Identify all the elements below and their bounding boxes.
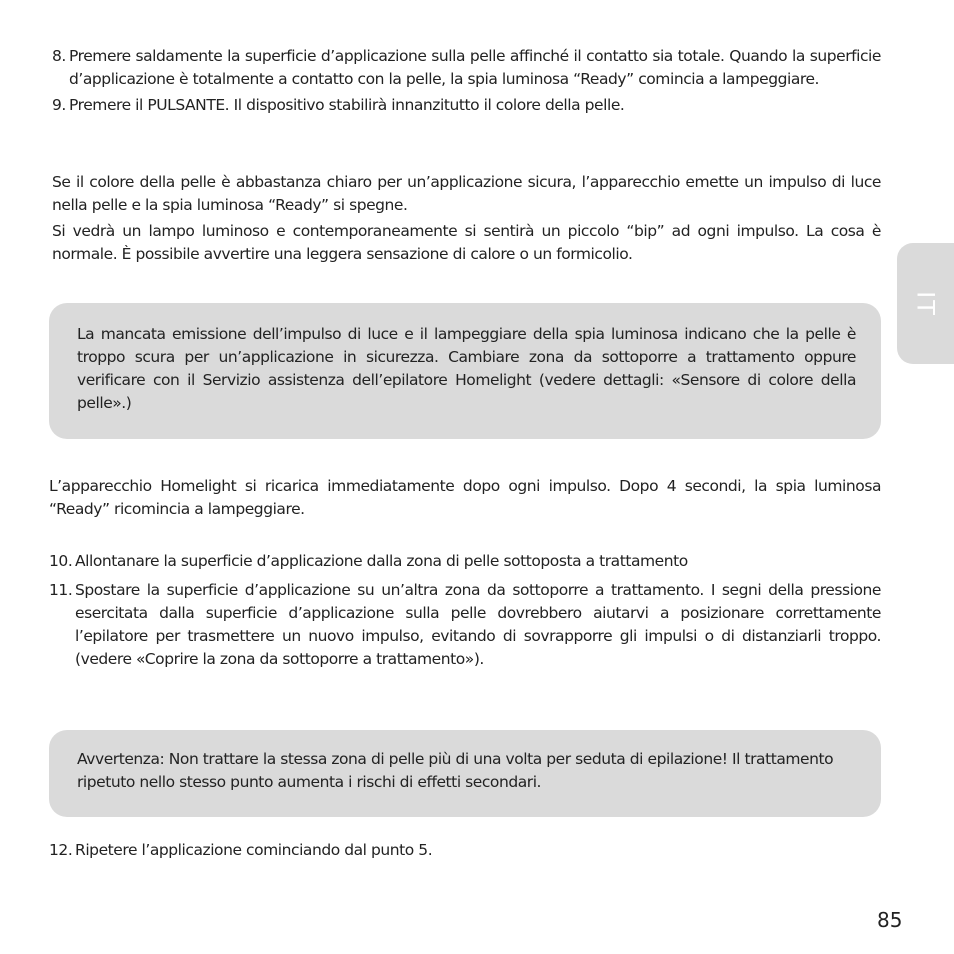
step-8 xyxy=(52,45,881,91)
step-number: 8. xyxy=(52,47,66,65)
step-number: 11. xyxy=(49,581,73,599)
paragraph-light-emission: Se il colore della pelle è abbastanza chiaro per un’applicazione sicura, l’apparecchio emette un impulso di luce nella pelle e la spia luminosa “Ready” si spegne. xyxy=(52,173,881,214)
step-9 xyxy=(52,94,881,117)
step-number: 9. xyxy=(52,96,66,114)
note-box-skin-too-dark xyxy=(49,303,881,439)
warning-text: Avvertenza: Non trattare la stessa zona di pelle più di una volta per seduta di epilazione! Il trattamento ripetuto nello stesso punto aumenta i rischi di effetti secondari. xyxy=(77,750,834,791)
paragraph-flash-beep: Si vedrà un lampo luminoso e contemporaneamente si sentirà un piccolo “bip” ad ogni impulso. La cosa è normale. È possibile avvertire una leggera sensazione di calore o un formicolio. xyxy=(52,222,881,263)
steps-middle xyxy=(49,550,881,671)
step-11 xyxy=(49,579,881,671)
step-text: Allontanare la superficie d’applicazione dalla zona di pelle sottoposta a trattamento xyxy=(75,552,688,570)
step-number: 12. xyxy=(49,841,73,859)
note-text: La mancata emissione dell’impulso di luce e il lampeggiare della spia luminosa indicano che la pelle è troppo scura per un’applicazione in sicurezza. Cambiare zona da sottoporre a trattamento oppure verificare con il Servizio assistenza dell’epilatore Homelight (vedere dettagli: «Sensore di colore della pelle».) xyxy=(77,325,856,412)
step-number: 10. xyxy=(49,552,73,570)
step-text: Premere il PULSANTE. Il dispositivo stabilirà innanzitutto il colore della pelle. xyxy=(69,96,625,114)
page-number: 85 xyxy=(877,908,903,932)
step-text: Ripetere l’applicazione cominciando dal punto 5. xyxy=(75,841,433,859)
step-text: Spostare la superficie d’applicazione su un’altra zona da sottoporre a trattamento. I segni della pressione esercitata dalla superficie d’applicazione sulla pelle dovrebbero aiutarvi a posizionare correttamente l’epilatore per trasmettere un nuovo impulso, evitando di sovrapporre gli impulsi o di distanziarli troppo. (vedere «Coprire la zona da sottoporre a trattamento»). xyxy=(75,581,881,668)
step-10 xyxy=(49,550,881,573)
language-tab xyxy=(897,243,954,364)
step-12 xyxy=(49,839,881,862)
language-tab-label: IT xyxy=(911,291,940,317)
steps-top xyxy=(52,45,881,117)
warning-box xyxy=(49,730,881,817)
step-text: Premere saldamente la superficie d’applicazione sulla pelle affinché il contatto sia totale. Quando la superficie d’applicazione è totalmente a contatto con la pelle, la spia luminosa “Ready” comincia a lampeggiare. xyxy=(69,47,881,88)
paragraph-recharge: L’apparecchio Homelight si ricarica immediatamente dopo ogni impulso. Dopo 4 secondi, la spia luminosa “Ready” ricomincia a lampeggiare. xyxy=(49,477,881,518)
